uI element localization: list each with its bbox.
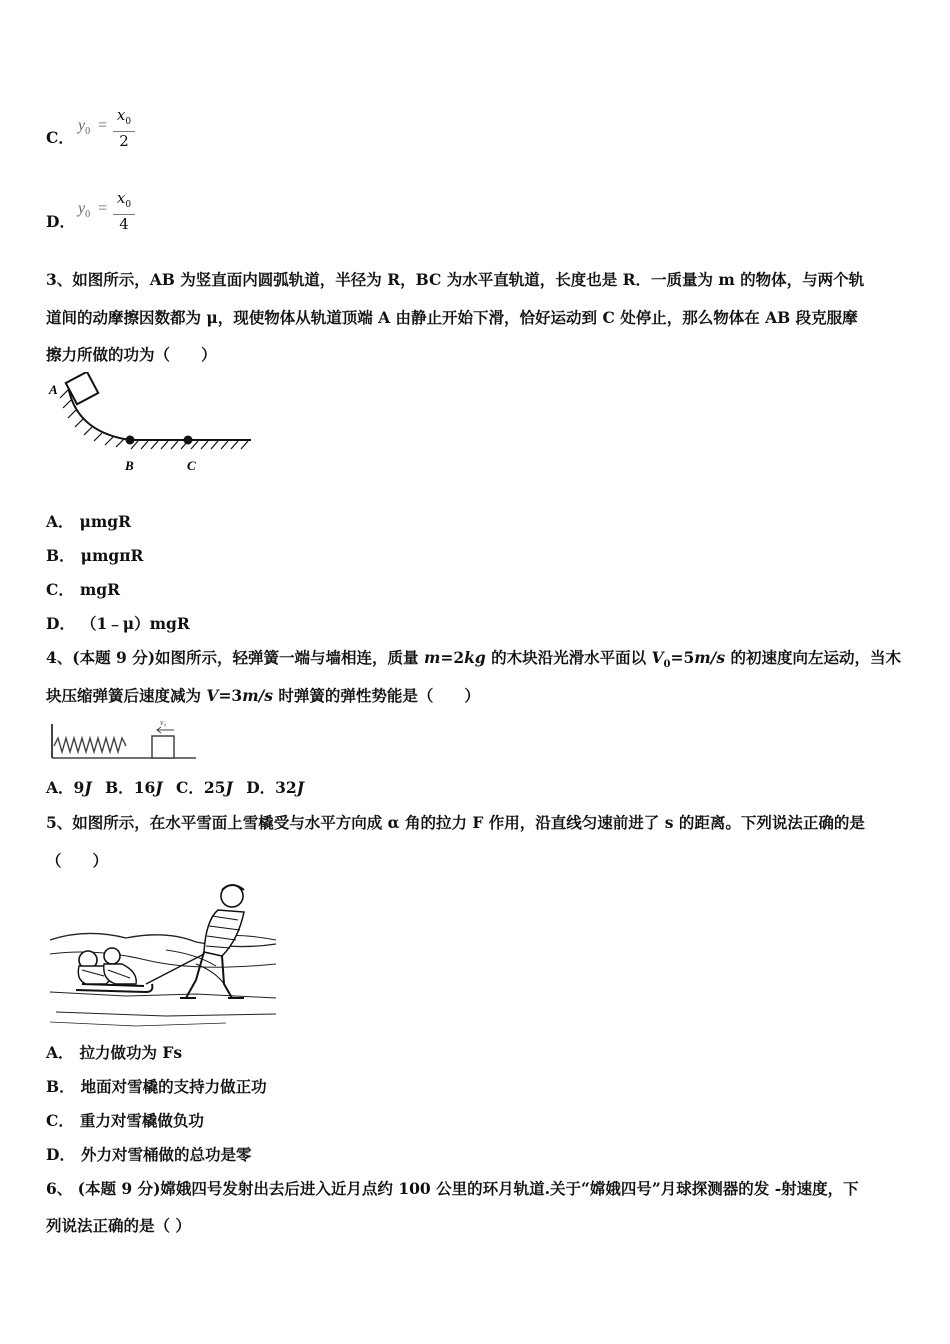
q2-option-c-fraction: $\frac{x_0}{2}$: [113, 106, 135, 150]
q3-track-figure: [46, 372, 256, 477]
q2-option-d-formula: $y_0$ =: [78, 200, 108, 221]
q5-text-line-2: （ ）: [46, 851, 109, 870]
q3-label-a: A: [49, 382, 58, 397]
q5-sled-illustration: [46, 880, 281, 1028]
q3-option-b: B． μmgπR: [46, 546, 144, 565]
q5-text-line-1: 5、如图所示，在水平雪面上雪橇受与水平方向成 α 角的拉力 F 作用，沿直线匀速前进了 s 的距离。下列说法正确的是: [46, 813, 865, 832]
q6-text-line-2: 列说法正确的是（ ）: [46, 1216, 191, 1235]
q3-option-d: D． （1﹣μ）mgR: [46, 614, 190, 633]
q6-text-line-1: 6、 (本题 9 分)嫦娥四号发射出去后进入近月点约 100 公里的环月轨道.关于“嫦娥四号”月球探测器的发 -射速度，下: [46, 1179, 859, 1198]
q5-option-a: A． 拉力做功为 Fs: [46, 1043, 183, 1062]
q3-option-a: A． μmgR: [46, 512, 131, 531]
q4-options: A．9J B．16J C．25J D．32J: [46, 778, 305, 797]
q2-option-c-formula: $y_0$ =: [78, 117, 108, 138]
q5-option-d: D． 外力对雪桶做的总功是零: [46, 1145, 252, 1164]
q4-v0-label: v₀: [160, 718, 167, 727]
q3-text-line-3: 擦力所做的功为（ ）: [46, 345, 217, 364]
q5-option-b: B． 地面对雪橇的支持力做正功: [46, 1077, 267, 1096]
q3-label-c: C: [187, 458, 196, 473]
q2-option-d-fraction: $\frac{x_0}{4}$: [113, 189, 135, 233]
q3-option-c: C． mgR: [46, 580, 120, 599]
q4-text-line-2: 块压缩弹簧后速度减为 V=3m/s 时弹簧的弹性势能是（ ）: [46, 686, 480, 705]
q4-text-line-1: 4、(本题 9 分)如图所示，轻弹簧一端与墙相连，质量 m=2kg 的木块沿光滑水平面以 $V_0=5m/s$ 的初速度向左运动，当木: [46, 648, 901, 671]
q3-label-b: B: [125, 458, 134, 473]
q4-spring-figure: [46, 714, 201, 764]
q3-text-line-2: 道间的动摩擦因数都为 μ，现使物体从轨道顶端 A 由静止开始下滑，恰好运动到 C 处停止，那么物体在 AB 段克服摩: [46, 308, 858, 327]
q3-text-line-1: 3、如图所示，AB 为竖直面内圆弧轨道，半径为 R，BC 为水平直轨道，长度也是 R．一质量为 m 的物体，与两个轨: [46, 270, 865, 289]
q2-option-d-letter: D．: [46, 212, 75, 231]
q5-option-c: C． 重力对雪橇做负功: [46, 1111, 204, 1130]
q2-option-c-letter: C．: [46, 128, 74, 147]
